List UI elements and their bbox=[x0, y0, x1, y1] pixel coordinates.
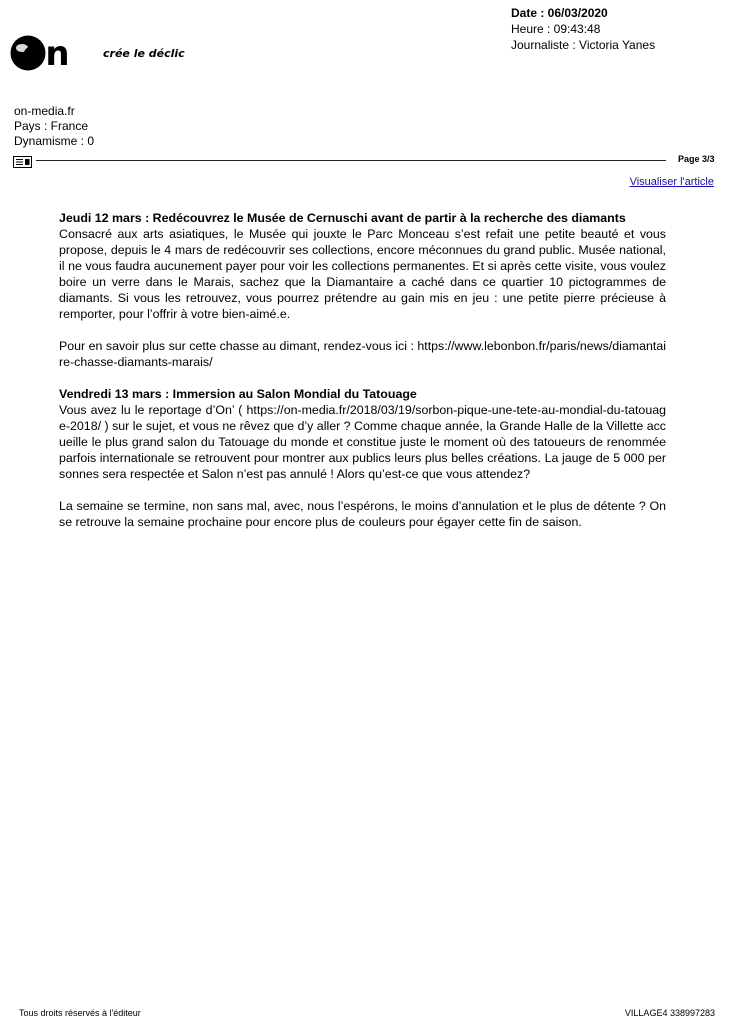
page-indicator: Page 3/3 bbox=[678, 154, 715, 164]
source-country: Pays : France bbox=[14, 119, 89, 133]
section-heading: Jeudi 12 mars : Redécouvrez le Musée de Cernuschi avant de partir à la recherche des diamants bbox=[59, 211, 626, 225]
footer-rights: Tous droits réservés à l'éditeur bbox=[19, 1008, 141, 1018]
footer-reference: VILLAGE4 338997283 bbox=[624, 1008, 715, 1018]
section-paragraph: Vous avez lu le reportage d’On’ ( https://on-media.fr/2018/03/19/sorbon-pique-une-tete-au-mondial-du-tatouage-2018/ ) sur le sujet, et vous ne rêvez que d’y aller ? Comme chaque année, la Grande Halle de la Villette accueille le plus grand salon du Tatouage du monde et constitue juste le moment où des tatoueurs de renommée parfois internationale se retrouvent pour montrer aux publics leurs plus belles créations. La jauge de 5 000 personnes sera respectée et Salon n’est pas annulé ! Alors qu’est-ce que vous attendez? bbox=[59, 403, 666, 481]
header-divider bbox=[36, 160, 666, 161]
time-label: Heure : 09:43:48 bbox=[511, 22, 601, 36]
logo-mark: on bbox=[22, 35, 70, 71]
source-info bbox=[14, 104, 94, 149]
journalist-label: Journaliste : Victoria Yanes bbox=[511, 38, 656, 52]
on-media-logo bbox=[10, 35, 200, 71]
document-icon bbox=[13, 155, 32, 167]
section-paragraph: Consacré aux arts asiatiques, le Musée qui jouxte le Parc Monceau s’est refait une petite beauté et vous propose, depuis le 4 mars de redécouvrir ses collections, encore méconnues du grand public. Musée national, il ne vous faudra aucunement payer pour voir les collections permanentes. Et si après cette visite, vous voulez boire un verre dans le Marais, sachez que la Diamantaire a caché dans ce quartier 10 pictogrammes de diamants. Si vous les retrouvez, vous pourrez prétendre au gain mis en jeu : une petite pierre précieuse à remporter, pour l’offrir à votre bien-aimé.e. bbox=[59, 227, 666, 321]
logo-tagline: crée le déclic bbox=[103, 47, 185, 60]
section-heading: Vendredi 13 mars : Immersion au Salon Mondial du Tatouage bbox=[59, 387, 417, 401]
source-site: on-media.fr bbox=[14, 104, 75, 118]
more-info-paragraph: Pour en savoir plus sur cette chasse au dimant, rendez-vous ici : https://www.lebonbon.fr/paris/news/diamantaire-chasse-diamants-marais/ bbox=[59, 339, 666, 369]
date-label: Date : 06/03/2020 bbox=[511, 6, 608, 20]
view-article-link[interactable]: Visualiser l'article bbox=[629, 176, 714, 188]
source-dynamism: Dynamisme : 0 bbox=[14, 134, 95, 148]
document-metadata bbox=[511, 5, 655, 53]
article-body bbox=[59, 210, 666, 530]
closing-paragraph: La semaine se termine, non sans mal, avec, nous l’espérons, le moins d’annulation et le plus de détente ? On se retrouve la semaine prochaine pour encore plus de couleurs pour égayer cette fin de saison. bbox=[59, 499, 666, 529]
